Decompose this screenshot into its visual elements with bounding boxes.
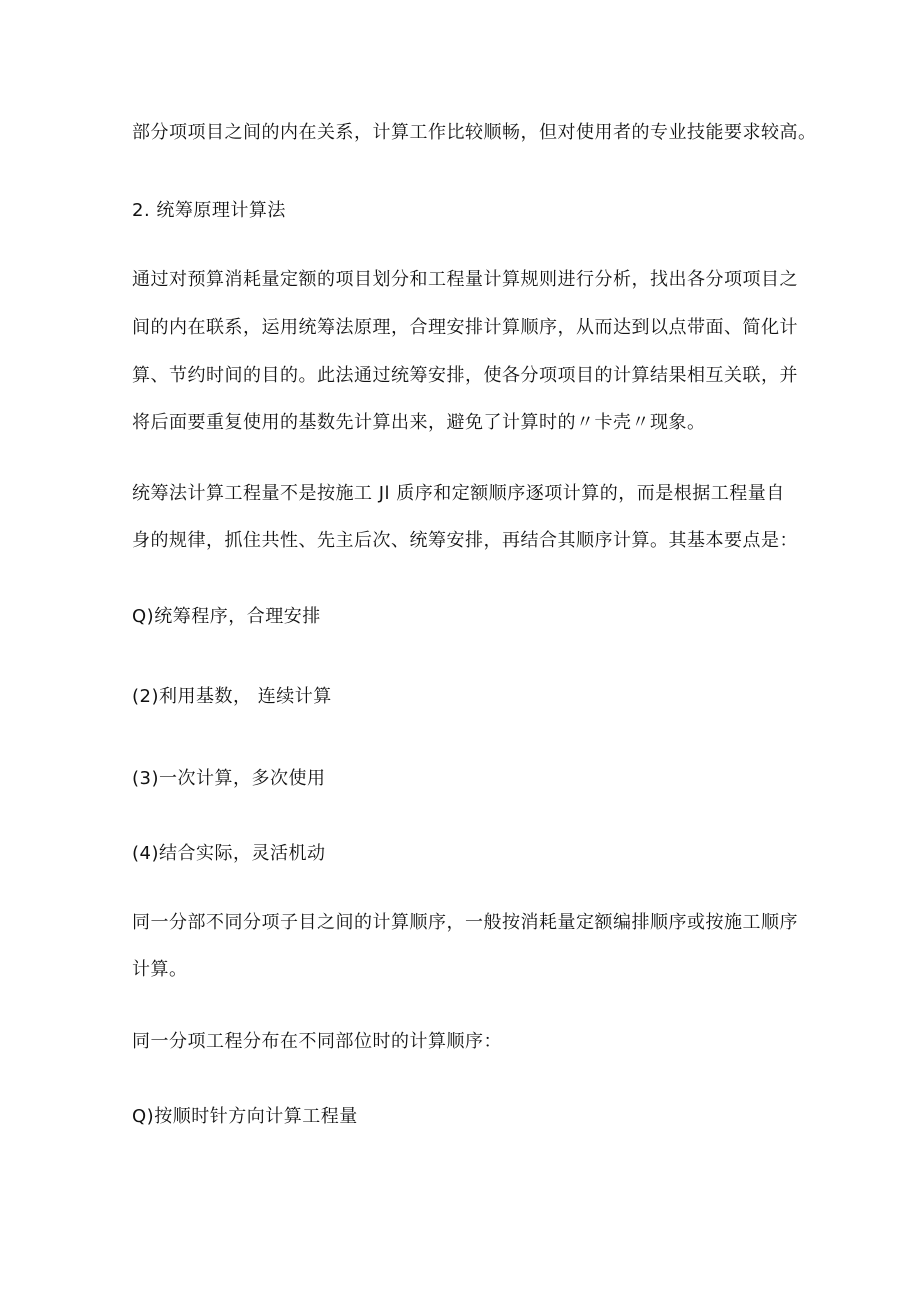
list-item: (3)一次计算，多次使用 <box>132 768 326 789</box>
paragraph-line: 身的规律，抓住共性、先主后次、统筹安排，再结合其顺序计算。其基本要点是： <box>132 530 798 551</box>
paragraph-line: 统筹法计算工程量不是按施工 Jl 质序和定额顺序逐项计算的，而是根据工程量自 <box>132 483 785 504</box>
paragraph-line: 间的内在联系，运用统筹法原理，合理安排计算顺序，从而达到以点带面、简化计 <box>132 317 798 338</box>
paragraph-line: 同一分部不同分项子目之间的计算顺序，一般按消耗量定额编排顺序或按施工顺序 <box>132 912 798 933</box>
paragraph-line: 部分项项目之间的内在关系，计算工作比较顺畅，但对使用者的专业技能要求较高。 <box>132 122 817 143</box>
list-item: Q)按顺时针方向计算工程量 <box>132 1106 358 1127</box>
list-item: (4)结合实际，灵活机动 <box>132 843 326 864</box>
paragraph-line: 将后面要重复使用的基数先计算出来，避免了计算时的〃卡壳〃现象。 <box>132 412 706 433</box>
paragraph-line: 同一分项工程分布在不同部位时的计算顺序： <box>132 1031 502 1052</box>
section-heading: 2. 统筹原理计算法 <box>132 200 286 221</box>
list-item: (2)利用基数， 连续计算 <box>132 686 332 707</box>
list-item: Q)统筹程序，合理安排 <box>132 606 321 627</box>
paragraph-line: 计算。 <box>132 959 188 980</box>
paragraph-line: 算、节约时间的目的。此法通过统筹安排，使各分项项目的计算结果相互关联，并 <box>132 365 798 386</box>
paragraph-line: 通过对预算消耗量定额的项目划分和工程量计算规则进行分析，找出各分项项目之 <box>132 269 798 290</box>
